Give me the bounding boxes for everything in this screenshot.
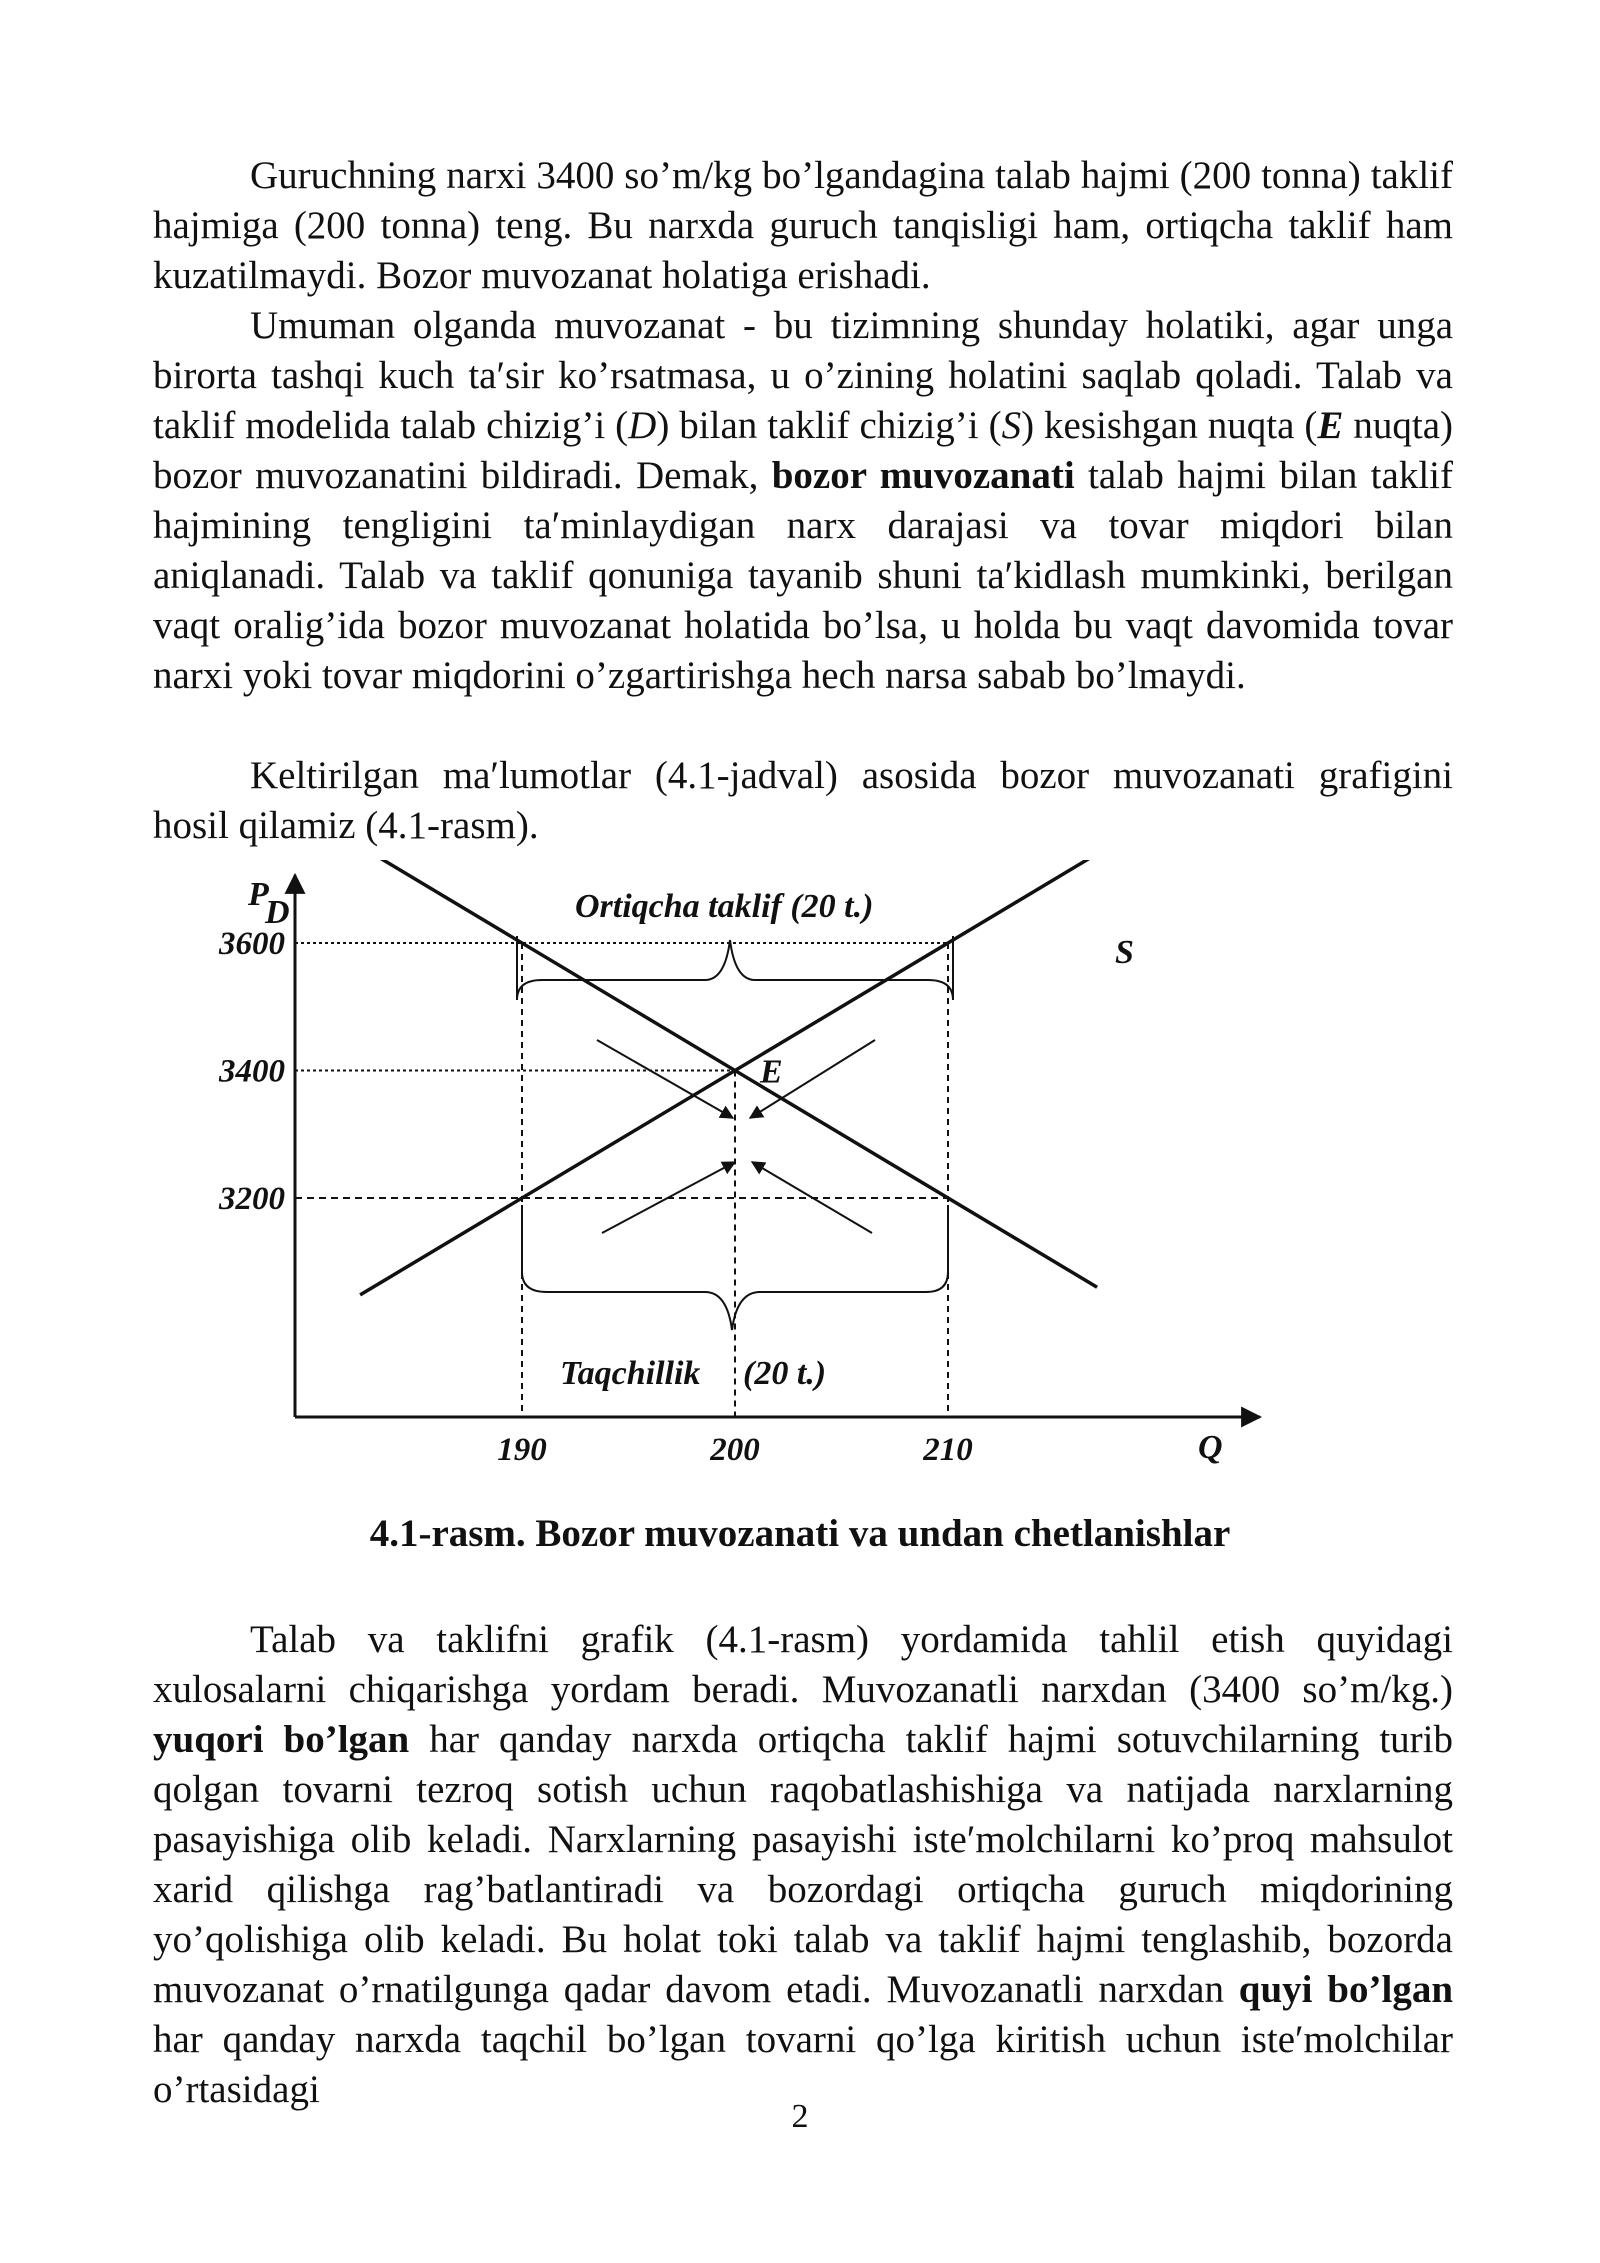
paragraph-1: Guruchning narxi 3400 so’m/kg bo’lgandagina talab hajmi (200 tonna) taklif hajmiga (200 tonna) teng. Bu narxda guruch tanqisligi ham, ortiqcha taklif ham kuzatilmaydi. Bozor muvozanat holatiga erishadi.	[153, 154, 1453, 297]
curve-label-d: D	[265, 894, 290, 931]
surplus-annotation: Ortiqcha taklif (20 t.)	[575, 888, 874, 925]
figure-caption: 4.1-rasm. Bozor muvozanati va undan chetlanishlar	[369, 1512, 1231, 1555]
shortage-brace	[522, 1205, 948, 1330]
adjustment-arrow	[597, 1040, 733, 1118]
page-number: 2	[791, 2098, 809, 2135]
x-tick-label: 200	[710, 1432, 760, 1468]
surplus-brace	[517, 936, 953, 1000]
y-tick-label: 3200	[219, 1181, 285, 1217]
shortage-annotation-amount: (20 t.)	[743, 1355, 827, 1392]
x-tick-label: 210	[923, 1432, 973, 1468]
market-equilibrium-chart	[150, 860, 1270, 1490]
x-axis-label: Q	[1198, 1429, 1223, 1466]
x-tick-label: 190	[497, 1432, 547, 1468]
y-axis-label: P	[248, 876, 269, 913]
paragraph-2: Umuman olganda muvozanat - bu tizimning shunday holatiki, agar unga birorta tashqi kuch ta′sir ko’rsatmasa, u o’zining holatini saqlab qoladi. Talab va taklif modelida talab chizig’i (D) bilan taklif chizig’i (S) kesishgan nuqta (E nuqta) bozor muvozanatini bildiradi. Demak, bozor muvozanati talab hajmi bilan taklif hajmining tengligini ta′minlaydigan narx darajasi va tovar miqdori bilan aniqlanadi. Talab va taklif qonuniga tayanib shuni ta′kidlash mumkinki, berilgan vaqt oralig’ida bozor muvozanat holatida bo’lsa, u holda bu vaqt davomida tovar narxi yoki tovar miqdorini o’zgartirishga hech narsa sabab bo’lmaydi.	[153, 304, 1453, 697]
shortage-annotation-text: Taqchillik	[560, 1355, 701, 1392]
paragraph-3: Keltirilgan ma′lumotlar (4.1-jadval) asosida bozor muvozanati grafigini hosil qilamiz (4.1-rasm).	[153, 754, 1453, 847]
paragraph-4: Talab va taklifni grafik (4.1-rasm) yordamida tahlil etish quyidagi xulosalarni chiqarishga yordam beradi. Muvozanatli narxdan (3400 so’m/kg.) yuqori bo’lgan har qanday narxda ortiqcha taklif hajmi sotuvchilarning turib qolgan tovarni tezroq sotish uchun raqobatlashishiga va natijada narxlarning pasayishiga olib keladi. Narxlarning pasayishi iste′molchilarni ko’proq mahsulot xarid qilishga rag’batlantiradi va bozordagi ortiqcha guruch miqdorining yo’qolishiga olib keladi. Bu holat toki talab va taklif hajmi tenglashib, bozorda muvozanat o’rnatilgunga qadar davom etadi. Muvozanatli narxdan quyi bo’lgan har qanday narxda taqchil bo’lgan tovarni qo’lga kiritish uchun iste′molchilar o’rtasidagi	[153, 1618, 1454, 2111]
y-tick-label: 3600	[219, 926, 285, 962]
equilibrium-label: E	[760, 1053, 783, 1091]
curve-label-s: S	[1115, 934, 1134, 971]
y-tick-label: 3400	[219, 1053, 285, 1090]
curve-s	[360, 860, 1097, 1295]
